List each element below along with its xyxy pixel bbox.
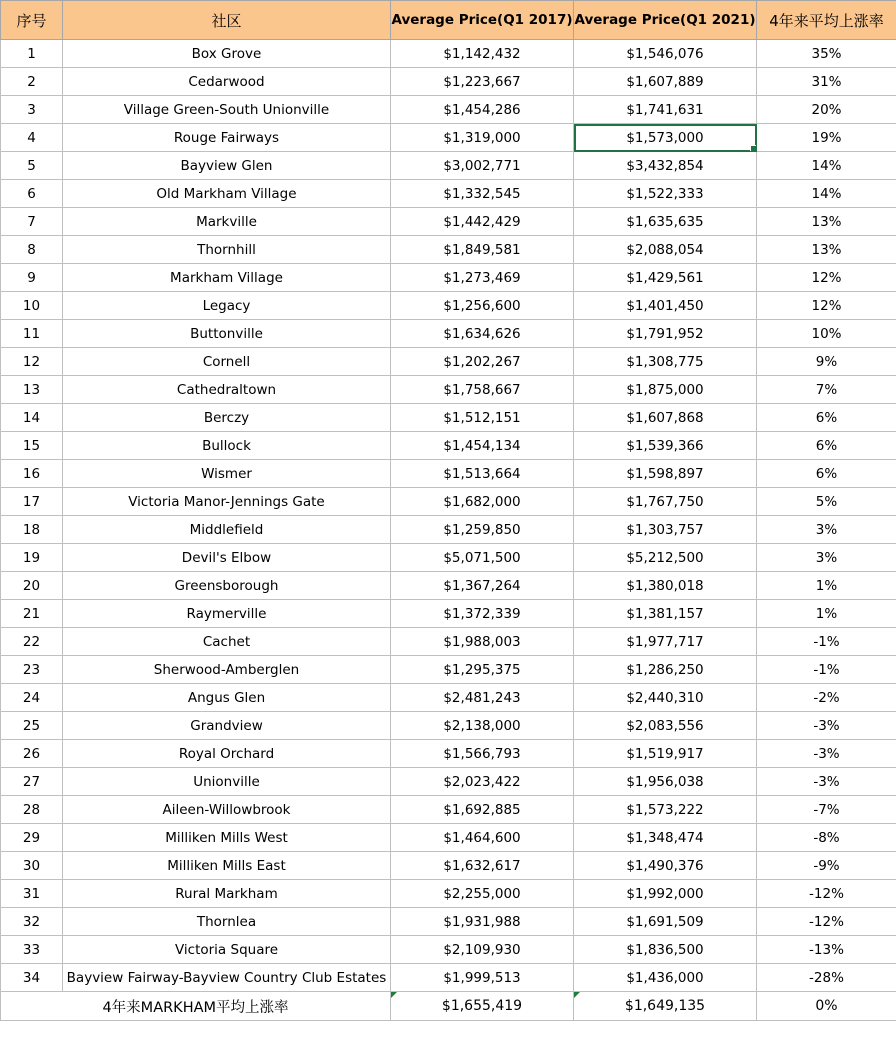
cell-community[interactable]: Aileen-Willowbrook bbox=[63, 796, 391, 824]
header-price-2021[interactable]: Average Price(Q1 2021) bbox=[574, 1, 757, 40]
cell-price-2017[interactable]: $1,202,267 bbox=[391, 348, 574, 376]
header-index[interactable]: 序号 bbox=[1, 1, 63, 40]
summary-price-2021-cell[interactable]: $1,649,135 bbox=[574, 992, 757, 1021]
cell-community[interactable]: Box Grove bbox=[63, 40, 391, 68]
cell-price-2017[interactable]: $1,513,664 bbox=[391, 460, 574, 488]
header-price-2017[interactable]: Average Price(Q1 2017) bbox=[391, 1, 574, 40]
cell-community[interactable]: Thornhill bbox=[63, 236, 391, 264]
cell-growth[interactable]: 9% bbox=[757, 348, 896, 376]
cell-index[interactable]: 26 bbox=[1, 740, 63, 768]
cell-community[interactable]: Bayview Fairway-Bayview Country Club Estates bbox=[63, 964, 391, 992]
cell-index[interactable]: 24 bbox=[1, 684, 63, 712]
cell-growth[interactable]: -3% bbox=[757, 712, 896, 740]
cell-growth[interactable]: -9% bbox=[757, 852, 896, 880]
table-row bbox=[1, 348, 896, 376]
cell-community[interactable]: Grandview bbox=[63, 712, 391, 740]
cell-growth[interactable]: 6% bbox=[757, 404, 896, 432]
cell-community[interactable]: Milliken Mills East bbox=[63, 852, 391, 880]
cell-price-2017[interactable]: $1,223,667 bbox=[391, 68, 574, 96]
cell-price-2021[interactable]: $1,381,157 bbox=[574, 600, 757, 628]
cell-community[interactable]: Cachet bbox=[63, 628, 391, 656]
cell-price-2017[interactable]: $1,988,003 bbox=[391, 628, 574, 656]
cell-index[interactable]: 12 bbox=[1, 348, 63, 376]
cell-price-2021[interactable]: $1,767,750 bbox=[574, 488, 757, 516]
cell-price-2021[interactable]: $1,348,474 bbox=[574, 824, 757, 852]
cell-growth[interactable]: -1% bbox=[757, 628, 896, 656]
cell-index[interactable]: 5 bbox=[1, 152, 63, 180]
cell-price-2021[interactable]: $1,607,868 bbox=[574, 404, 757, 432]
cell-index[interactable]: 30 bbox=[1, 852, 63, 880]
cell-price-2017[interactable]: $2,109,930 bbox=[391, 936, 574, 964]
cell-community[interactable]: Thornlea bbox=[63, 908, 391, 936]
cell-price-2021[interactable]: $1,401,450 bbox=[574, 292, 757, 320]
cell-community[interactable]: Rural Markham bbox=[63, 880, 391, 908]
cell-price-2017[interactable]: $2,023,422 bbox=[391, 768, 574, 796]
cell-price-2021[interactable]: $1,791,952 bbox=[574, 320, 757, 348]
cell-price-2021[interactable]: $1,741,631 bbox=[574, 96, 757, 124]
table-row bbox=[1, 320, 896, 348]
table-row bbox=[1, 572, 896, 600]
table-row bbox=[1, 460, 896, 488]
cell-price-2017[interactable]: $1,367,264 bbox=[391, 572, 574, 600]
cell-growth[interactable]: 13% bbox=[757, 236, 896, 264]
cell-community[interactable]: Berczy bbox=[63, 404, 391, 432]
summary-price-2017-cell[interactable]: $1,655,419 bbox=[391, 992, 574, 1021]
cell-index[interactable]: 11 bbox=[1, 320, 63, 348]
cell-growth[interactable]: 13% bbox=[757, 208, 896, 236]
cell-growth[interactable]: 1% bbox=[757, 572, 896, 600]
table-row bbox=[1, 292, 896, 320]
cell-price-2021[interactable]: $1,380,018 bbox=[574, 572, 757, 600]
cell-price-2021[interactable]: $1,875,000 bbox=[574, 376, 757, 404]
cell-price-2021[interactable]: $1,522,333 bbox=[574, 180, 757, 208]
cell-index[interactable]: 13 bbox=[1, 376, 63, 404]
cell-price-2017[interactable]: $1,999,513 bbox=[391, 964, 574, 992]
table-row bbox=[1, 768, 896, 796]
cell-index[interactable]: 28 bbox=[1, 796, 63, 824]
cell-growth[interactable]: 35% bbox=[757, 40, 896, 68]
cell-growth[interactable]: 3% bbox=[757, 516, 896, 544]
table-row bbox=[1, 824, 896, 852]
fill-handle[interactable] bbox=[750, 145, 757, 152]
cell-growth[interactable]: 19% bbox=[757, 124, 896, 152]
cell-index[interactable]: 4 bbox=[1, 124, 63, 152]
header-row bbox=[1, 1, 896, 40]
table-row bbox=[1, 880, 896, 908]
summary-label-cell[interactable]: 4年来MARKHAM平均上涨率 bbox=[1, 992, 391, 1021]
cell-price-2021[interactable]: $1,546,076 bbox=[574, 40, 757, 68]
cell-growth[interactable]: 10% bbox=[757, 320, 896, 348]
cell-price-2017[interactable]: $1,256,600 bbox=[391, 292, 574, 320]
cell-price-2017[interactable]: $1,632,617 bbox=[391, 852, 574, 880]
cell-price-2017[interactable]: $3,002,771 bbox=[391, 152, 574, 180]
cell-community[interactable]: Devil's Elbow bbox=[63, 544, 391, 572]
cell-index[interactable]: 32 bbox=[1, 908, 63, 936]
cell-index[interactable]: 16 bbox=[1, 460, 63, 488]
cell-index[interactable]: 25 bbox=[1, 712, 63, 740]
table-row bbox=[1, 180, 896, 208]
cell-index[interactable]: 6 bbox=[1, 180, 63, 208]
cell-community[interactable]: Village Green-South Unionville bbox=[63, 96, 391, 124]
cell-growth[interactable]: 7% bbox=[757, 376, 896, 404]
cell-price-2021[interactable]: $1,992,000 bbox=[574, 880, 757, 908]
cell-index[interactable]: 9 bbox=[1, 264, 63, 292]
cell-price-2017[interactable]: $1,566,793 bbox=[391, 740, 574, 768]
table-row bbox=[1, 796, 896, 824]
table-row bbox=[1, 68, 896, 96]
cell-price-2021[interactable]: $2,083,556 bbox=[574, 712, 757, 740]
cell-price-2021[interactable]: $1,436,000 bbox=[574, 964, 757, 992]
cell-price-2017[interactable]: $1,372,339 bbox=[391, 600, 574, 628]
cell-price-2021[interactable]: $1,836,500 bbox=[574, 936, 757, 964]
cell-price-2021[interactable]: $1,607,889 bbox=[574, 68, 757, 96]
cell-index[interactable]: 18 bbox=[1, 516, 63, 544]
cell-price-2017[interactable]: $1,454,134 bbox=[391, 432, 574, 460]
cell-index[interactable]: 15 bbox=[1, 432, 63, 460]
cell-price-2017[interactable]: $1,454,286 bbox=[391, 96, 574, 124]
cell-price-2017[interactable]: $1,512,151 bbox=[391, 404, 574, 432]
table-row bbox=[1, 236, 896, 264]
table-row bbox=[1, 740, 896, 768]
table-row bbox=[1, 964, 896, 992]
cell-growth[interactable]: -8% bbox=[757, 824, 896, 852]
table-row bbox=[1, 712, 896, 740]
cell-index[interactable]: 27 bbox=[1, 768, 63, 796]
table-row bbox=[1, 628, 896, 656]
cell-growth[interactable]: -2% bbox=[757, 684, 896, 712]
cell-growth[interactable]: -3% bbox=[757, 768, 896, 796]
cell-community[interactable]: Markham Village bbox=[63, 264, 391, 292]
cell-growth[interactable]: -3% bbox=[757, 740, 896, 768]
cell-community[interactable]: Buttonville bbox=[63, 320, 391, 348]
cell-community[interactable]: Bayview Glen bbox=[63, 152, 391, 180]
cell-growth[interactable]: 1% bbox=[757, 600, 896, 628]
table-row bbox=[1, 264, 896, 292]
header-community[interactable]: 社区 bbox=[63, 1, 391, 40]
cell-index[interactable]: 31 bbox=[1, 880, 63, 908]
cell-growth[interactable]: -28% bbox=[757, 964, 896, 992]
cell-price-2021[interactable]: $1,519,917 bbox=[574, 740, 757, 768]
cell-growth[interactable]: 31% bbox=[757, 68, 896, 96]
table-row bbox=[1, 208, 896, 236]
cell-index[interactable]: 8 bbox=[1, 236, 63, 264]
cell-index[interactable]: 29 bbox=[1, 824, 63, 852]
table-row bbox=[1, 432, 896, 460]
table-row bbox=[1, 544, 896, 572]
cell-growth[interactable]: 14% bbox=[757, 180, 896, 208]
cell-price-2017[interactable]: $2,481,243 bbox=[391, 684, 574, 712]
cell-index[interactable]: 2 bbox=[1, 68, 63, 96]
cell-community[interactable]: Cedarwood bbox=[63, 68, 391, 96]
cell-price-2017[interactable]: $1,319,000 bbox=[391, 124, 574, 152]
cell-growth[interactable]: 20% bbox=[757, 96, 896, 124]
cell-price-2017[interactable]: $1,758,667 bbox=[391, 376, 574, 404]
table-row bbox=[1, 516, 896, 544]
cell-price-2021[interactable]: $1,539,366 bbox=[574, 432, 757, 460]
table-row bbox=[1, 96, 896, 124]
cell-price-2021[interactable]: $2,440,310 bbox=[574, 684, 757, 712]
cell-growth[interactable]: -12% bbox=[757, 880, 896, 908]
cell-price-2021[interactable]: $1,308,775 bbox=[574, 348, 757, 376]
cell-community[interactable]: Rouge Fairways bbox=[63, 124, 391, 152]
cell-growth[interactable]: -7% bbox=[757, 796, 896, 824]
cell-community[interactable]: Victoria Manor-Jennings Gate bbox=[63, 488, 391, 516]
table-row bbox=[1, 852, 896, 880]
cell-index[interactable]: 23 bbox=[1, 656, 63, 684]
cell-community[interactable]: Raymerville bbox=[63, 600, 391, 628]
cell-price-2021[interactable]: $5,212,500 bbox=[574, 544, 757, 572]
cell-price-2021[interactable]: $1,573,222 bbox=[574, 796, 757, 824]
cell-community[interactable]: Victoria Square bbox=[63, 936, 391, 964]
cell-index[interactable]: 21 bbox=[1, 600, 63, 628]
cell-price-2017[interactable]: $1,142,432 bbox=[391, 40, 574, 68]
cell-index[interactable]: 20 bbox=[1, 572, 63, 600]
cell-community[interactable]: Bullock bbox=[63, 432, 391, 460]
cell-index[interactable]: 17 bbox=[1, 488, 63, 516]
cell-price-2021[interactable]: $3,432,854 bbox=[574, 152, 757, 180]
table-row bbox=[1, 376, 896, 404]
cell-community[interactable]: Cathedraltown bbox=[63, 376, 391, 404]
cell-growth[interactable]: 6% bbox=[757, 432, 896, 460]
cell-price-2021[interactable]: $1,635,635 bbox=[574, 208, 757, 236]
cell-community[interactable]: Legacy bbox=[63, 292, 391, 320]
cell-community[interactable]: Cornell bbox=[63, 348, 391, 376]
table-row bbox=[1, 936, 896, 964]
table-row bbox=[1, 40, 896, 68]
cell-index[interactable]: 10 bbox=[1, 292, 63, 320]
cell-growth[interactable]: -12% bbox=[757, 908, 896, 936]
cell-price-2021[interactable]: $2,088,054 bbox=[574, 236, 757, 264]
cell-index[interactable]: 22 bbox=[1, 628, 63, 656]
cell-growth[interactable]: -13% bbox=[757, 936, 896, 964]
cell-community[interactable]: Unionville bbox=[63, 768, 391, 796]
table-row bbox=[1, 656, 896, 684]
selected-cell[interactable]: $1,573,000 bbox=[574, 124, 757, 152]
cell-growth[interactable]: 3% bbox=[757, 544, 896, 572]
cell-price-2017[interactable]: $2,255,000 bbox=[391, 880, 574, 908]
summary-row bbox=[1, 992, 896, 1021]
table-row bbox=[1, 488, 896, 516]
summary-growth-cell[interactable]: 0% bbox=[757, 992, 896, 1021]
cell-growth[interactable]: 12% bbox=[757, 292, 896, 320]
table-row bbox=[1, 600, 896, 628]
table-row bbox=[1, 684, 896, 712]
cell-growth[interactable]: 12% bbox=[757, 264, 896, 292]
cell-community[interactable]: Old Markham Village bbox=[63, 180, 391, 208]
cell-price-2021[interactable]: $1,490,376 bbox=[574, 852, 757, 880]
cell-index[interactable]: 7 bbox=[1, 208, 63, 236]
cell-price-2021[interactable]: $1,691,509 bbox=[574, 908, 757, 936]
cell-community[interactable]: Angus Glen bbox=[63, 684, 391, 712]
table-body bbox=[1, 40, 896, 992]
cell-index[interactable]: 14 bbox=[1, 404, 63, 432]
cell-community[interactable]: Greensborough bbox=[63, 572, 391, 600]
cell-price-2017[interactable]: $1,259,850 bbox=[391, 516, 574, 544]
cell-price-2017[interactable]: $2,138,000 bbox=[391, 712, 574, 740]
cell-price-2017[interactable]: $1,273,469 bbox=[391, 264, 574, 292]
cell-growth[interactable]: 6% bbox=[757, 460, 896, 488]
cell-growth[interactable]: 14% bbox=[757, 152, 896, 180]
cell-index[interactable]: 33 bbox=[1, 936, 63, 964]
cell-price-2017[interactable]: $1,332,545 bbox=[391, 180, 574, 208]
cell-price-2017[interactable]: $1,442,429 bbox=[391, 208, 574, 236]
cell-price-2021[interactable]: $1,598,897 bbox=[574, 460, 757, 488]
cell-growth[interactable]: 5% bbox=[757, 488, 896, 516]
cell-index[interactable]: 1 bbox=[1, 40, 63, 68]
cell-price-2017[interactable]: $1,692,885 bbox=[391, 796, 574, 824]
cell-price-2017[interactable]: $1,464,600 bbox=[391, 824, 574, 852]
cell-price-2017[interactable]: $5,071,500 bbox=[391, 544, 574, 572]
cell-index[interactable]: 3 bbox=[1, 96, 63, 124]
cell-price-2017[interactable]: $1,682,000 bbox=[391, 488, 574, 516]
cell-price-2021[interactable]: $1,429,561 bbox=[574, 264, 757, 292]
cell-price-2017[interactable]: $1,931,988 bbox=[391, 908, 574, 936]
header-growth[interactable]: 4年来平均上涨率 bbox=[757, 1, 896, 40]
cell-community[interactable]: Milliken Mills West bbox=[63, 824, 391, 852]
cell-index[interactable]: 34 bbox=[1, 964, 63, 992]
cell-price-2021[interactable]: $1,303,757 bbox=[574, 516, 757, 544]
cell-community[interactable]: Sherwood-Amberglen bbox=[63, 656, 391, 684]
cell-community[interactable]: Middlefield bbox=[63, 516, 391, 544]
table-row bbox=[1, 908, 896, 936]
cell-price-2021[interactable]: $1,286,250 bbox=[574, 656, 757, 684]
cell-price-2017[interactable]: $1,634,626 bbox=[391, 320, 574, 348]
cell-community[interactable]: Wismer bbox=[63, 460, 391, 488]
cell-index[interactable]: 19 bbox=[1, 544, 63, 572]
cell-price-2021[interactable]: $1,956,038 bbox=[574, 768, 757, 796]
cell-growth[interactable]: -1% bbox=[757, 656, 896, 684]
cell-price-2017[interactable]: $1,295,375 bbox=[391, 656, 574, 684]
table-row bbox=[1, 124, 896, 152]
table-row bbox=[1, 152, 896, 180]
cell-community[interactable]: Markville bbox=[63, 208, 391, 236]
cell-price-2021[interactable]: $1,977,717 bbox=[574, 628, 757, 656]
table-row bbox=[1, 404, 896, 432]
cell-community[interactable]: Royal Orchard bbox=[63, 740, 391, 768]
cell-price-2017[interactable]: $1,849,581 bbox=[391, 236, 574, 264]
